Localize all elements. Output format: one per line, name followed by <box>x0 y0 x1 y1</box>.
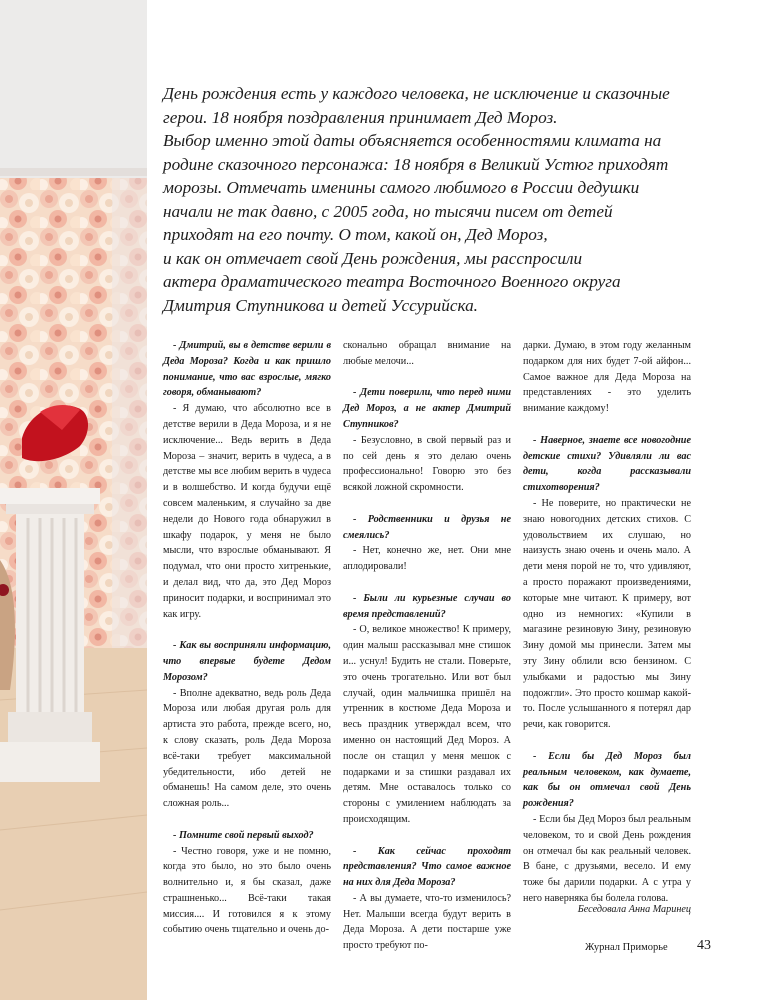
interview-question: - Как вы восприняли информацию, что впервые будете Дедом Морозом? <box>163 640 331 683</box>
lead-line: актера драматического театра Восточного Военного округа <box>163 272 621 291</box>
paragraph-gap <box>523 733 691 749</box>
lead-paragraph <box>163 82 723 317</box>
interview-question: - Дети поверили, что перед ними Дед Мороз, а не актер Дмитрий Ступников? <box>343 387 511 430</box>
lead-line: начали не так давно, с 2005 года, но тысячи писем от детей <box>163 201 613 221</box>
photo-illustration <box>0 0 147 1000</box>
interview-answer: - Если бы Дед Мороз был реальным человеком, то и свой День рождения он отмечал бы как реальный человек. В бане, с друзьями, весело. И ему тоже бы дарили подарки. А с утра у него наверняка бы болела голова. <box>523 813 691 904</box>
paragraph-gap <box>523 417 691 433</box>
interview-answer: - Не поверите, но практически не знаю новогодних детских стихов. С удовольствием их слушаю, но наизусть знаю очень и очень мало. А дети меня порой не то, что удивляют, а просто поражают произведениями, которые мне читают. К примеру, вот одно из немногих: «Купили в магазине резиновую Зину, резиновую Зину домой мы принесли. Затем мы эту Зину облили всю бензином. С улыбками и радостью мы Зину подожгли». Это просто кошмар какой-то. После услышанного я потерял дар речи, как говорится. <box>523 497 691 731</box>
paragraph-gap <box>343 496 511 512</box>
byline: Беседовала Анна Маринец <box>577 904 691 915</box>
interview-question: - Если бы Дед Мороз был реальным человеком, как думаете, как бы он отмечал свой День рождения? <box>523 750 691 810</box>
page-number: 43 <box>697 938 711 953</box>
interview-answer: - А вы думаете, что-то изменилось? Нет. Малыши всегда будут верить в Деда Мороза. А дети постарше уже просто требуют по- <box>343 892 511 952</box>
interview-column-2 <box>343 338 511 954</box>
lead-line: родине сказочного персонажа: 18 ноября в Великий Устюг приходят <box>163 154 669 174</box>
paragraph-gap <box>343 370 511 386</box>
lead-line: приходят на его почту. О том, какой он, Дед Мороз, <box>163 225 548 244</box>
interview-answer: - Честно говоря, уже и не помню, когда это было, но это было очень волнительно и, я бы сказал, даже страшненько... Всё-таки такая миссия.... И готовился я к этому событию очень тщательно и очень до- <box>163 845 331 936</box>
interview-answer: - Безусловно, в свой первый раз и по сей день я это делаю очень профессионально! Говорю это без всякой ложной скромности. <box>343 434 511 494</box>
lead-line: Выбор именно этой даты объясняется особенностями климата на <box>163 131 662 150</box>
interview-question: - Как сейчас проходят представления? Что самое важное на них для Деда Мороза? <box>343 845 511 889</box>
interview-answer-continued: сконально обращал внимание на любые мелочи... <box>343 340 511 367</box>
interview-question: - Дмитрий, вы в детстве верили в Деда Мороза? Когда и как пришло понимание, что вас взрослые, мягко говоря, обманывают? <box>163 340 331 399</box>
paragraph-gap <box>343 828 511 844</box>
interview-answer: - Я думаю, что абсолютно все в детстве верили в Деда Мороза, и я не исключение... Ведь верить в Деда Мороза – значит, верить в чудеса, а в детстве мы все любим верить в чудеса и в волшебство. И когда будучи ещё совсем маленьким, я случайно за две недели до Нового года обнаружил в шкафу подарок, у меня не было мысли, что взрослые обманывают. Я подумал, что они просто хитренькие, и делал вид, что да, это Дед Мороз приносит подарки, и воспринимал это как игру. <box>163 403 331 620</box>
lead-line: морозы. Отмечать именины самого любимого в России дедушки <box>163 178 640 197</box>
interview-question: - Родственники и друзья не смеялись? <box>343 513 511 541</box>
cover-photo <box>0 0 147 1000</box>
paragraph-gap <box>343 575 511 591</box>
paragraph-gap <box>163 622 331 638</box>
interview-column-3 <box>523 338 691 907</box>
interview-question: - Наверное, знаете все новогодние детские стихи? Удивляли ли вас дети, когда рассказывали стихотворения? <box>523 434 691 494</box>
paragraph-gap <box>163 812 331 828</box>
journal-name: Журнал Приморье <box>585 942 668 953</box>
lead-line: Дмитрия Ступникова и детей Уссурийска. <box>163 295 478 315</box>
interview-question: - Были ли курьезные случаи во время представлений? <box>343 592 511 620</box>
lead-line: герои. 18 ноября поздравления принимает Дед Мороз. <box>163 107 558 127</box>
interview-answer: - Вполне адекватно, ведь роль Деда Мороза или любая другая роль для артиста это работа, прежде всего, но, к слову сказать, роль Деда Мороза всё-таки требует максимальной убедительности, ибо детей не обманешь! На самом деле, это очень сложная роль... <box>163 687 331 810</box>
interview-question: - Помните свой первый выход? <box>173 829 314 841</box>
interview-answer-continued: дарки. Думаю, в этом году желанным подарком для них будет 7-ой айфон... Самое важное для Деда Мороза на представлениях - это уделить внимание каждому! <box>523 340 691 415</box>
lead-line: и как он отмечает свой День рождения, мы расспросили <box>163 248 583 268</box>
interview-answer: - О, великое множество! К примеру, один малыш рассказывал мне стишок и... уснул! Будить не стали. Поверьте, это очень трогательно. Или вот был случай, один мальчишка пришёл на утренник в костюме Деда Мороза и весь праздник утверждал всем, что именно он настоящий Дед Мороз. А после он стащил у меня мешок с подарками и за стишки раздавал их детям. Мне оставалось только со стороны с умилением наблюдать за происходящим. <box>343 624 511 825</box>
interview-answer: - Нет, конечно же, нет. Они мне аплодировали! <box>343 545 511 573</box>
interview-column-1 <box>163 338 331 938</box>
lead-line: День рождения есть у каждого человека, не исключение и сказочные <box>163 84 670 103</box>
